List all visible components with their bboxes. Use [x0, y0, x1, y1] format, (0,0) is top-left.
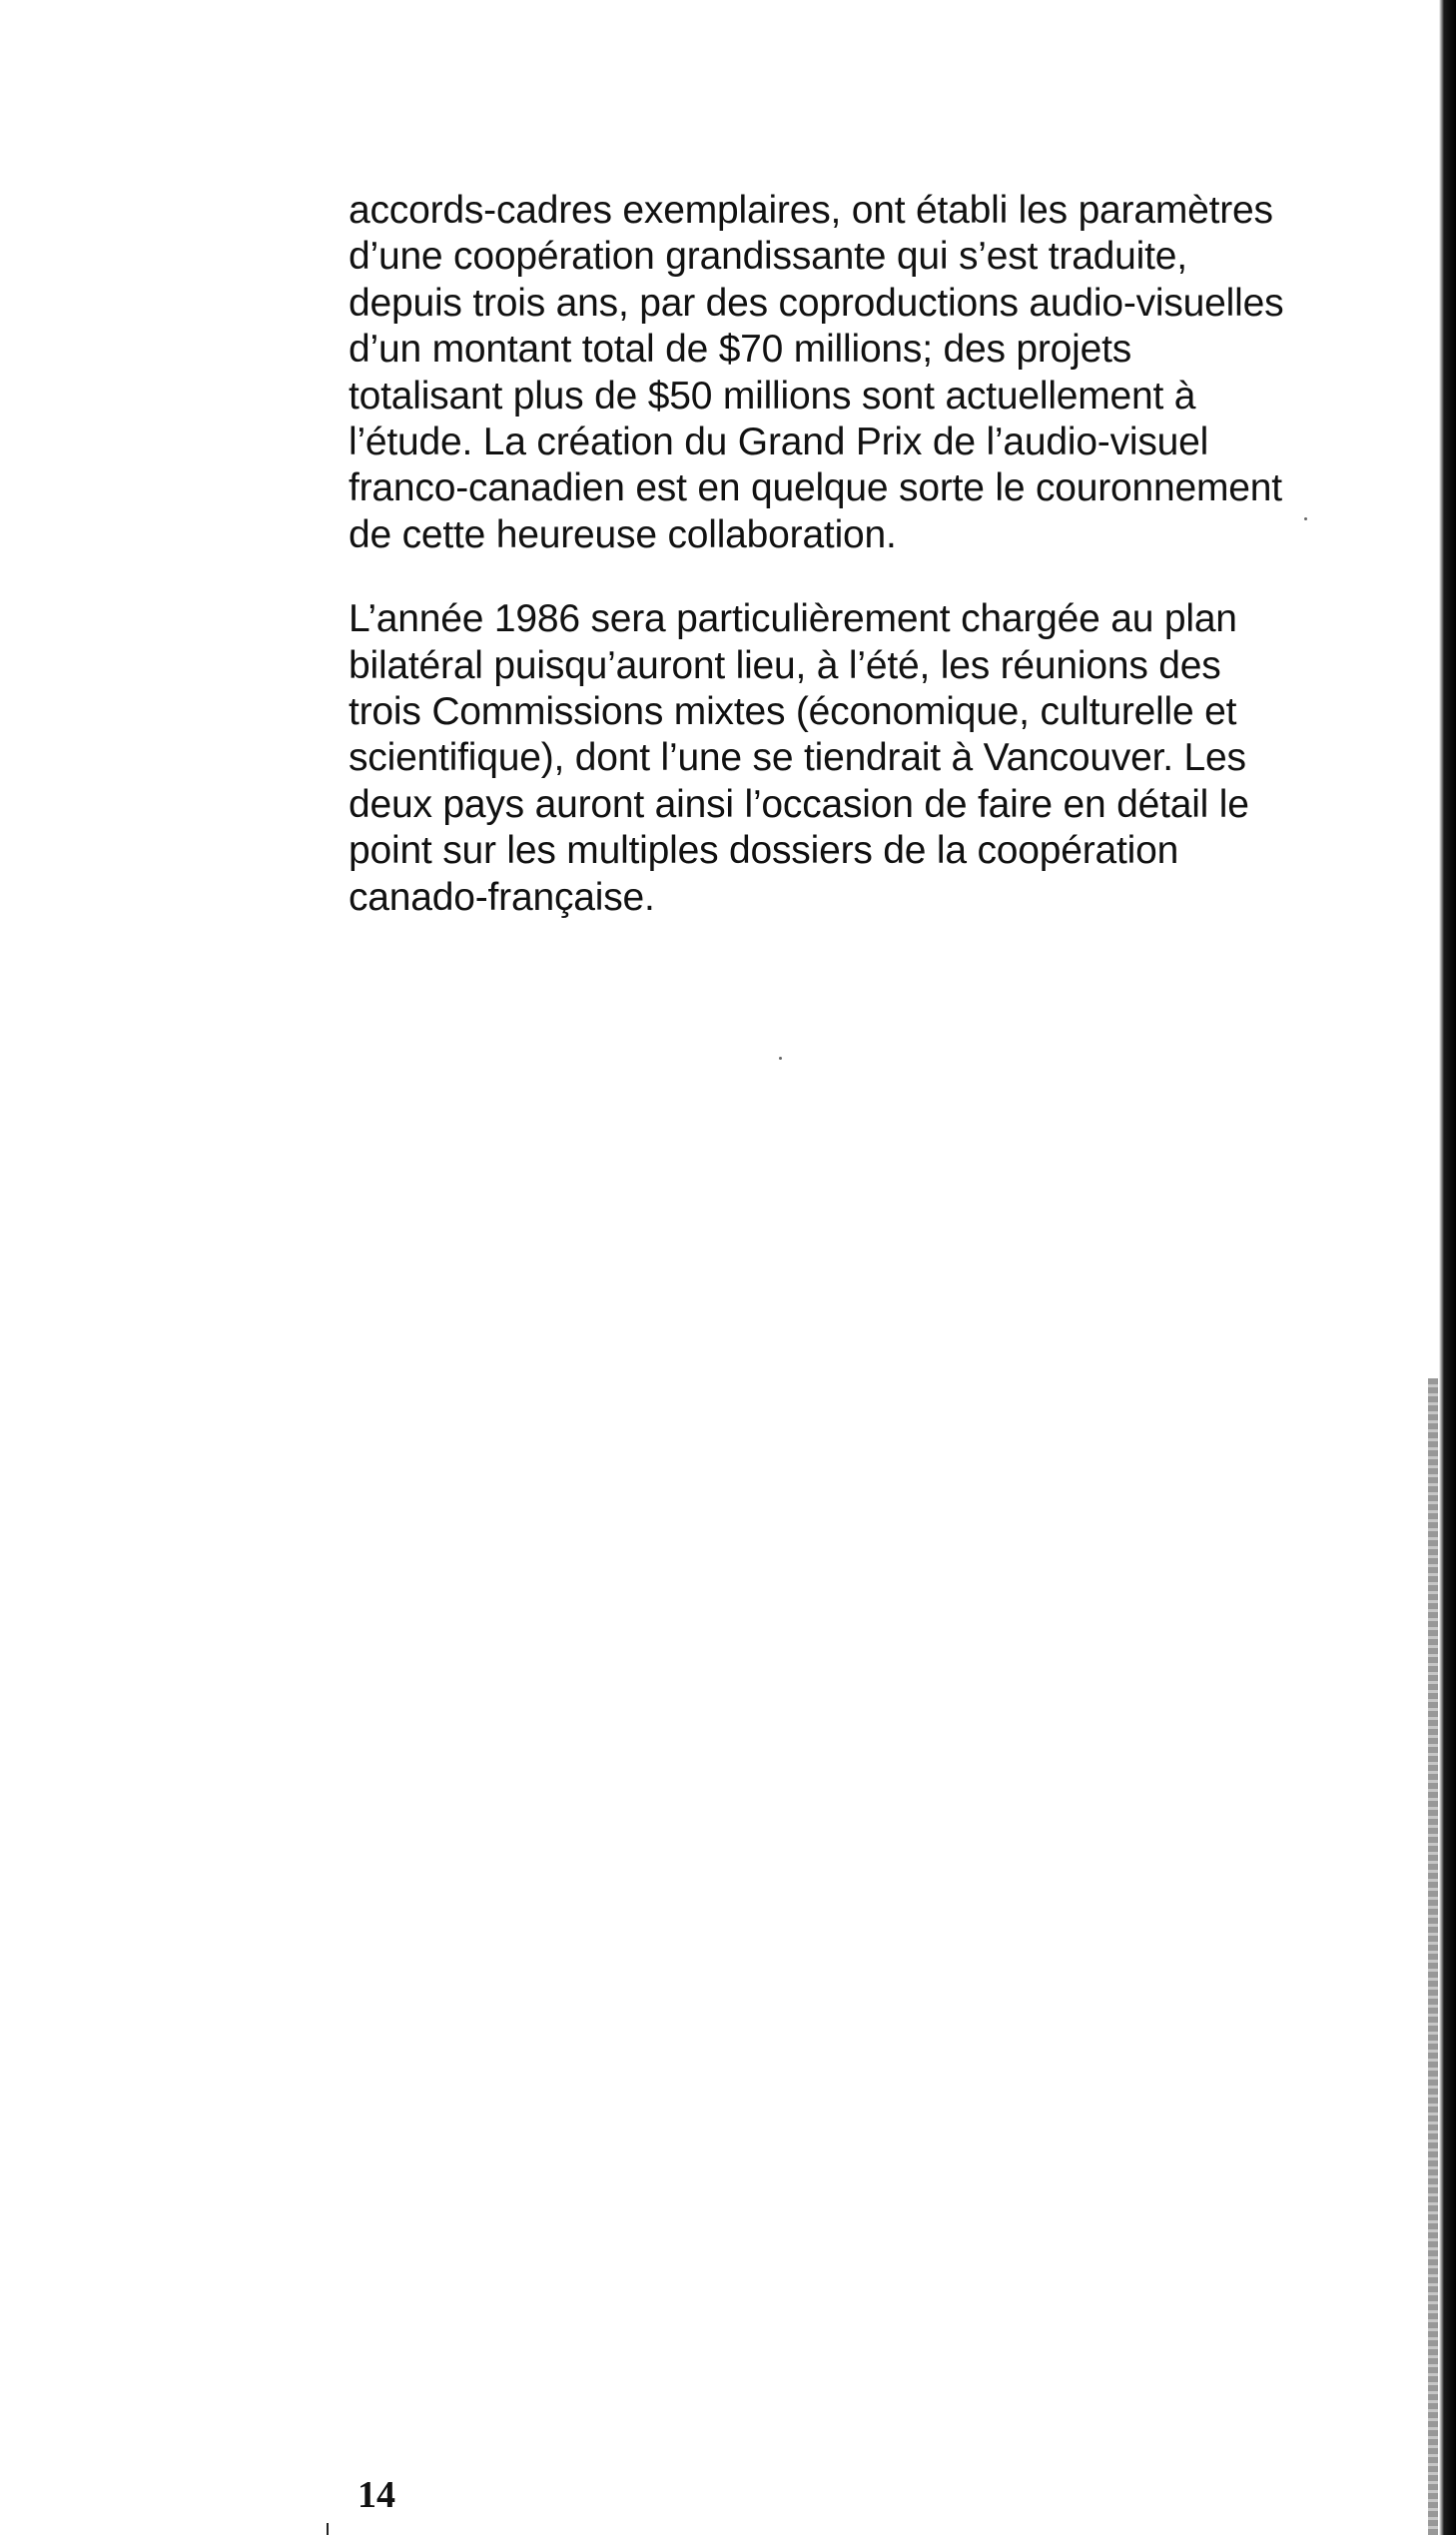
text-line: l’étude. La création du Grand Prix de l’audio-visuel: [349, 421, 1209, 464]
text-line: accords-cadres exemplaires, ont établi les paramètres: [349, 189, 1273, 232]
page-edge-shadow: [1436, 0, 1456, 2535]
text-line: deux pays auront ainsi l’occasion de faire en détail le: [349, 782, 1249, 826]
text-line: bilatéral puisqu’auront lieu, à l’été, les réunions des: [349, 643, 1221, 687]
text-line: d’un montant total de $70 millions; des projets: [349, 328, 1132, 372]
page-number: 14: [358, 2474, 395, 2516]
text-line: franco-canadien est en quelque sorte le couronnement: [349, 466, 1282, 510]
scan-artifact-mark: [327, 2523, 329, 2535]
text-line: de cette heureuse collaboration.: [349, 512, 897, 556]
paragraph-2: [349, 596, 1327, 921]
page-edge-texture: [1428, 1378, 1438, 2535]
scan-speck: [779, 1057, 782, 1060]
text-line: L’année 1986 sera particulièrement chargée au plan: [349, 597, 1237, 641]
scan-speck: [1304, 517, 1307, 520]
text-line: scientifique), dont l’une se tiendrait à Vancouver. Les: [349, 736, 1246, 780]
text-line: d’une coopération grandissante qui s’est traduite,: [349, 235, 1187, 279]
text-line: point sur les multiples dossiers de la coopération: [349, 829, 1179, 873]
text-line: canado-française.: [349, 875, 655, 919]
text-line: depuis trois ans, par des coproductions audio-visuelles: [349, 281, 1284, 325]
paragraph-1: [349, 188, 1327, 558]
body-text: [349, 188, 1327, 921]
text-line: totalisant plus de $50 millions sont actuellement à: [349, 374, 1196, 418]
text-line: trois Commissions mixtes (économique, culturelle et: [349, 690, 1237, 734]
